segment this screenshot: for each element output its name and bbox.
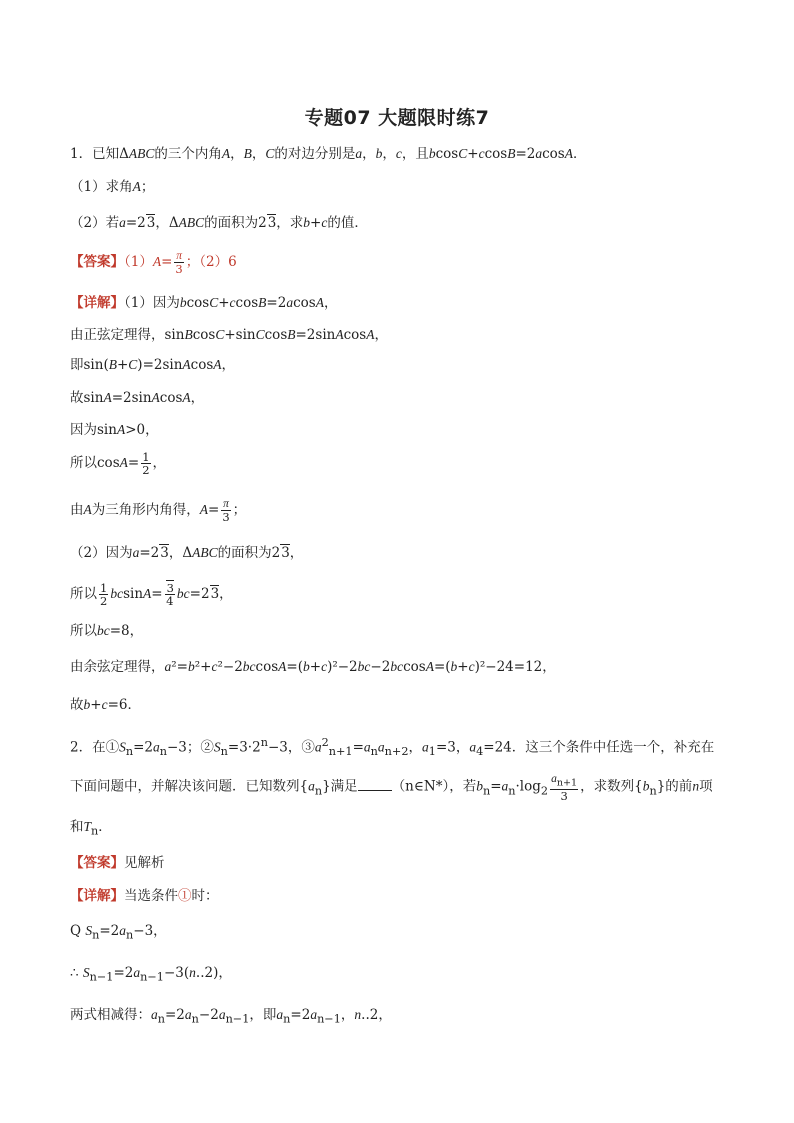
fill-in-blank (358, 790, 392, 791)
problem-2-statement-line-2: 下面问题中，并解决该问题．已知数列$\{a_n\}$满足 （n∈N*），若$b_n=a_n\cdot\log_2$ $\frac{a_{n+1}}{3}$ ，求数列$\{b_n\}$的前n项 (70, 773, 713, 804)
solution-1-line-9: 所以 $\frac{1}{2}$ bcsinA= $\frac{3}{4}$ bc=23， (70, 581, 233, 608)
solution-1-line-3: 即sin(B+C)=2sinAcosA， (70, 357, 236, 373)
problem-1-statement: 1．已知ΔABC的三个内角A，B，C的对边分别是a，b，c，且bcosC+ccosB=2acosA． (70, 146, 587, 162)
problem-2-statement-line-3: 和$T_n$． (70, 819, 112, 838)
solution-1-line-11: 由余弦定理得，a²=b²+c²−2bccosA=(b+c)²−2bc−2bccosA=(b+c)²−24=12， (70, 659, 556, 675)
solution-1-line-4: 故sinA=2sinAcosA， (70, 390, 205, 406)
solution-1-line-5: 因为sinA>0， (70, 422, 159, 438)
solution-2-line-2: Q $S_n=2a_n-3$， (70, 923, 167, 942)
solution-1-line-6: 所以cosA= $\frac{1}{2}$ ， (70, 450, 167, 477)
solution-1-line-2: 由正弦定理得，sinBcosC+sinCcosB=2sinAcosA， (70, 327, 388, 343)
solution-2-line-4: 两式相减得：$a_n=2a_n-2a_{n-1}$，即$a_n=2a_{n-1}$，n..2， (70, 1007, 392, 1026)
solution-1-line-8: （2）因为a=23，ΔABC的面积为23， (70, 545, 304, 561)
solution-1-line-10: 所以bc=8， (70, 623, 144, 639)
answer-2: 【答案】见解析 (70, 855, 165, 871)
problem-1-part-2: （2）若a=23，ΔABC的面积为23，求b+c的值． (70, 215, 368, 231)
solution-2-line-3: ∴ $S_{n-1}=2a_{n-1}-3(n..2)$， (70, 965, 232, 984)
solution-1-line-1: 【详解】（1）因为bcosC+ccosB=2acosA， (70, 295, 338, 311)
answer-1: 【答案】（1）A= $\frac{\pi}{3}$ ；（2）6 (70, 250, 237, 276)
solution-2-line-1: 【详解】当选条件①时： (70, 888, 219, 904)
page-title: 专题07 大题限时练7 (304, 107, 490, 129)
solution-1-line-12: 故b+c=6． (70, 697, 141, 713)
problem-1-part-1: （1）求角A； (70, 179, 155, 195)
solution-1-line-7: 由A为三角形内角得，A= $\frac{\pi}{3}$ ； (70, 498, 247, 524)
problem-2-statement-line-1: 2．在$①S_n=2a_n-3$；$②S_n=3\cdot 2^n-3$，$③a^2_{n+1}=a_na_{n+2}$，$a_1=3$，$a_4=24$．这三个条件中任选一个，补充在 (70, 736, 715, 759)
